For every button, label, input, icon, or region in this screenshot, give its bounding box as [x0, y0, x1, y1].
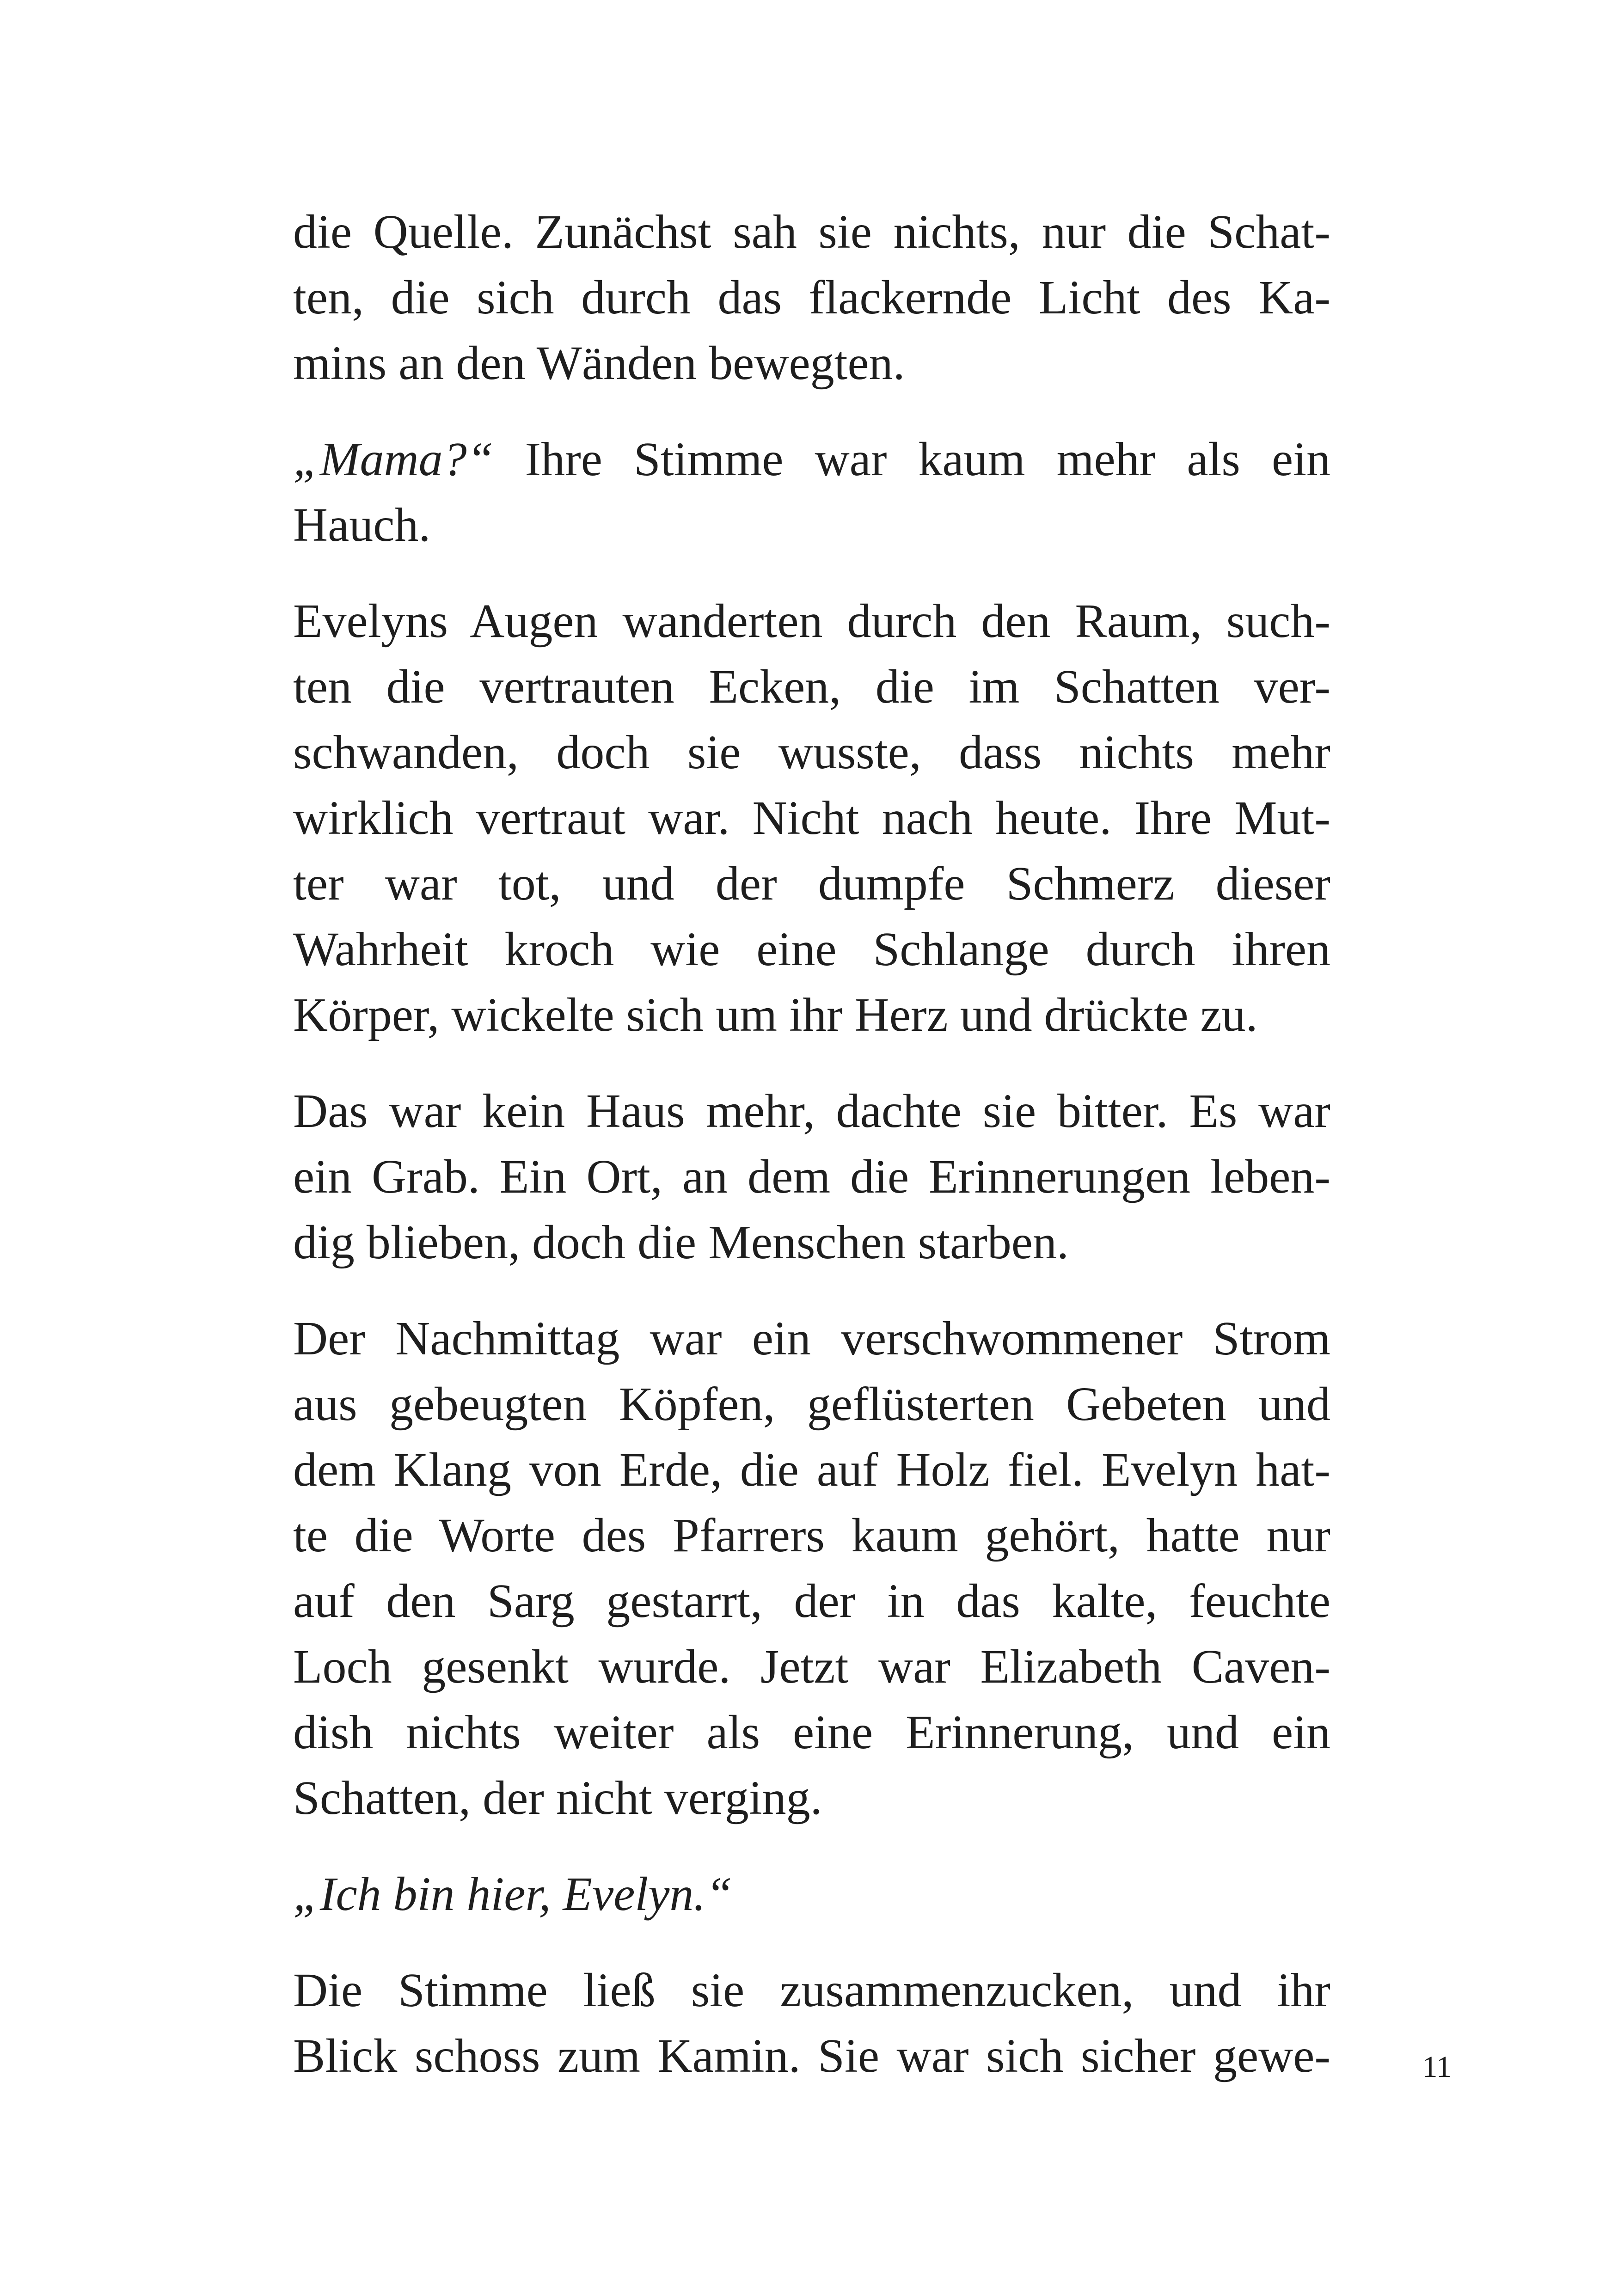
text-line — [293, 1958, 1330, 2023]
line-text: auf den Sarg gestarrt, der in das kalte, feuchte — [293, 1574, 1330, 1628]
text-line — [293, 1078, 1330, 1144]
text-line — [293, 1371, 1330, 1437]
text-line — [293, 982, 1330, 1048]
text-line — [293, 1568, 1330, 1634]
paragraph — [293, 1958, 1330, 2089]
line-text: Wahrheit kroch wie eine Schlange durch ihren — [293, 923, 1330, 976]
line-text: dem Klang von Erde, die auf Holz fiel. Evelyn hat- — [293, 1443, 1330, 1496]
text-line — [293, 2023, 1330, 2089]
text-line — [293, 1144, 1330, 1210]
paragraph-gap — [293, 558, 1330, 588]
text-line — [293, 720, 1330, 785]
paragraph — [293, 199, 1330, 396]
text-line — [293, 1700, 1330, 1765]
line-text: Der Nachmittag war ein verschwommener Strom — [293, 1312, 1330, 1365]
line-text: te die Worte des Pfarrers kaum gehört, hatte nur — [293, 1509, 1330, 1562]
paragraph-gap — [293, 1048, 1330, 1078]
text-line — [293, 1306, 1330, 1371]
text-line — [293, 265, 1330, 331]
line-text: ein Grab. Ein Ort, an dem die Erinnerungen leben- — [293, 1150, 1330, 1203]
line-text: dish nichts weiter als eine Erinnerung, und ein — [293, 1706, 1330, 1759]
text-line — [293, 1861, 1330, 1927]
line-text: Evelyns Augen wanderten durch den Raum, such- — [293, 594, 1330, 648]
text-line — [293, 1210, 1330, 1275]
text-line — [293, 331, 1330, 396]
line-text: Die Stimme ließ sie zusammenzucken, und ihr — [293, 1964, 1330, 2017]
paragraph-gap — [293, 1927, 1330, 1958]
paragraph-gap — [293, 1275, 1330, 1306]
text-line — [293, 199, 1330, 265]
line-text: Loch gesenkt wurde. Jetzt war Elizabeth Caven- — [293, 1640, 1330, 1693]
line-text: die Quelle. Zunächst sah sie nichts, nur die Schat- — [293, 205, 1330, 258]
line-text: ten die vertrauten Ecken, die im Schatten ver- — [293, 660, 1330, 713]
italic-dialogue: „Ich bin hier, Evelyn.“ — [293, 1867, 733, 1921]
text-line — [293, 1437, 1330, 1503]
text-line — [293, 654, 1330, 720]
paragraph — [293, 1078, 1330, 1275]
line-text: aus gebeugten Köpfen, geflüsterten Gebeten und — [293, 1378, 1330, 1431]
paragraph — [293, 1861, 1330, 1927]
line-text: Das war kein Haus mehr, dachte sie bitter. Es war — [293, 1084, 1330, 1138]
paragraph-gap — [293, 396, 1330, 427]
line-text: Körper, wickelte sich um ihr Herz und drückte zu. — [293, 988, 1258, 1041]
line-text: Ihre Stimme war kaum mehr als ein — [493, 433, 1330, 486]
text-line — [293, 588, 1330, 654]
paragraph — [293, 588, 1330, 1048]
line-text: ter war tot, und der dumpfe Schmerz dieser — [293, 857, 1330, 910]
line-text: Blick schoss zum Kamin. Sie war sich sicher gewe- — [293, 2029, 1330, 2082]
paragraph — [293, 427, 1330, 558]
text-line — [293, 492, 1330, 558]
text-line — [293, 427, 1330, 492]
text-line — [293, 1503, 1330, 1568]
text-line — [293, 785, 1330, 851]
line-text: dig blieben, doch die Menschen starben. — [293, 1216, 1069, 1269]
line-text: Schatten, der nicht verging. — [293, 1771, 822, 1825]
paragraph-gap — [293, 1831, 1330, 1861]
line-text: wirklich vertraut war. Nicht nach heute. Ihre Mut- — [293, 791, 1330, 845]
page-number: 11 — [1422, 2050, 1452, 2084]
text-line — [293, 851, 1330, 917]
line-text: mins an den Wänden bewegten. — [293, 337, 905, 390]
text-line — [293, 1765, 1330, 1831]
text-line — [293, 1634, 1330, 1700]
body-text — [293, 199, 1330, 2089]
text-line — [293, 917, 1330, 982]
line-text: schwanden, doch sie wusste, dass nichts mehr — [293, 726, 1330, 779]
italic-dialogue: „Mama?“ — [293, 433, 494, 486]
line-text: Hauch. — [293, 498, 431, 551]
line-text: ten, die sich durch das flackernde Licht des Ka- — [293, 271, 1330, 324]
paragraph — [293, 1306, 1330, 1831]
